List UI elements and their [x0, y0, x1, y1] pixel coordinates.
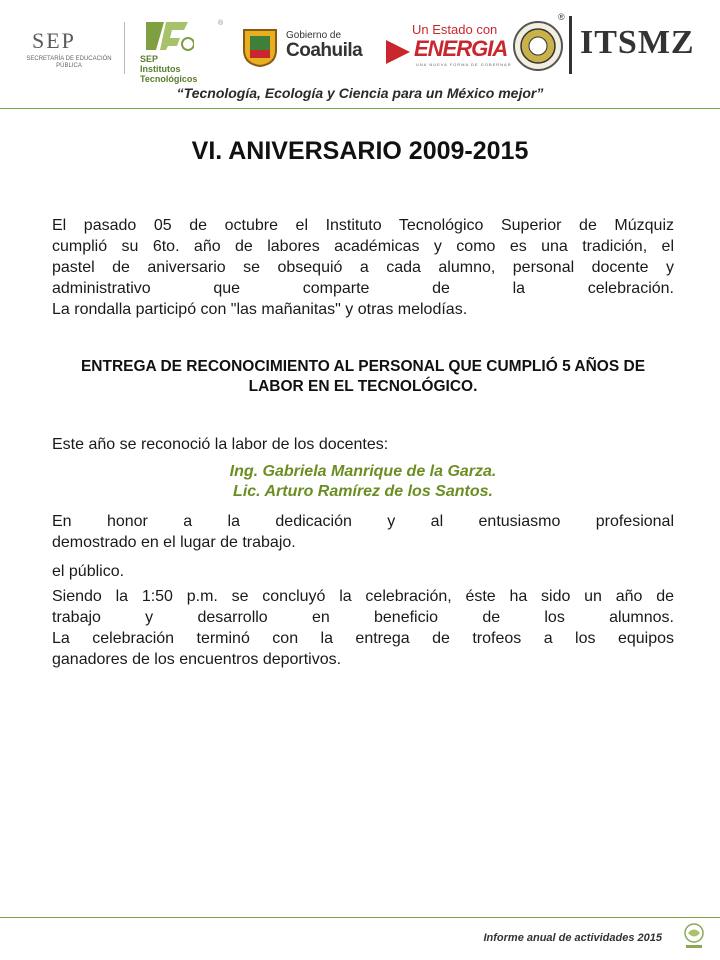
itsmz-seal-icon — [512, 20, 564, 72]
paragraph-line: pastel de aniversario se obsequió a cada alumno, personal docente y — [52, 259, 674, 276]
header-rule — [0, 108, 720, 109]
itsmz-logo-text: ITSMZ — [580, 24, 695, 61]
honoree-name: Ing. Gabriela Manrique de la Garza. — [229, 463, 497, 480]
page-title: VI. ANIVERSARIO 2009-2015 — [191, 137, 529, 165]
energia-logo-big: ENERGIA — [414, 36, 508, 61]
paragraph-line: administrativo que comparte de la celebración. — [52, 280, 674, 297]
paragraph-line: El pasado 05 de octubre el Instituto Tecnológico Superior de Múzquiz — [52, 217, 674, 234]
registered-mark-small: ® — [218, 20, 224, 27]
sep-institutos-line1: SEP — [140, 54, 159, 64]
honoree-name: Lic. Arturo Ramírez de los Santos. — [233, 483, 493, 500]
itsmz-bar — [569, 16, 572, 74]
logo-divider — [124, 22, 125, 74]
sep-logo — [22, 26, 117, 76]
paragraph-line: Siendo la 1:50 p.m. se concluyó la celebración, éste ha sido un año de — [52, 588, 674, 605]
paragraph-line: demostrado en el lugar de trabajo. — [52, 534, 296, 551]
page-header — [0, 0, 720, 110]
paragraph-recognition: Este año se reconoció la labor de los docentes: — [52, 436, 389, 453]
registered-mark: ® — [558, 12, 565, 22]
sep-institutos-logo — [138, 20, 234, 84]
paragraph-honor — [52, 511, 674, 553]
coahuila-logo-big: Coahuila — [286, 40, 363, 61]
sep-logo-subtitle: SECRETARÍA DE EDUCACIÓN PÚBLICA — [26, 56, 112, 69]
paragraph-line: En honor a la dedicación y al entusiasmo profesional — [52, 513, 674, 530]
footer-text: Informe anual de actividades 2015 — [483, 932, 662, 944]
footer-rule — [0, 917, 720, 918]
paragraph-line: ganadores de los encuentros deportivos. — [52, 651, 342, 668]
paragraph-line: La celebración terminó con la entrega de trofeos a los equipos — [52, 630, 674, 647]
sep-institutos-line2: Institutos Tecnológicos — [140, 64, 198, 84]
paragraph-intro — [52, 215, 674, 320]
institutos-tecnologicos-emblem-icon — [144, 20, 194, 52]
paragraph-public: el público. — [52, 563, 125, 580]
energia-logo-sub: UNA NUEVA FORMA DE GOBERNAR — [416, 62, 512, 67]
coahuila-logo-small: Gobierno de — [286, 30, 342, 41]
paragraph-closing — [52, 586, 674, 670]
paragraph-line: trabajo y desarrollo en beneficio de los alumnos. — [52, 609, 674, 626]
energia-logo-top: Un Estado con — [412, 22, 498, 37]
footer-emblem-icon — [682, 922, 706, 952]
energia-arrow-icon — [386, 40, 410, 64]
tagline: “Tecnología, Ecología y Ciencia para un México mejor” — [176, 85, 544, 101]
honorees-list — [52, 462, 674, 502]
section-heading: ENTREGA DE RECONOCIMIENTO AL PERSONAL QUE CUMPLIÓ 5 AÑOS DE LABOR EN EL TECNOLÓGICO. — [80, 358, 646, 395]
sep-logo-word: SEP — [32, 28, 76, 53]
paragraph-line: cumplió su 6to. año de labores académicas y como es una tradición, el — [52, 238, 674, 255]
paragraph-line: La rondalla participó con "las mañanitas" y otras melodías. — [52, 301, 468, 318]
coahuila-logo — [286, 30, 362, 62]
energia-logo — [384, 22, 512, 74]
coahuila-coat-of-arms-icon — [240, 26, 280, 68]
